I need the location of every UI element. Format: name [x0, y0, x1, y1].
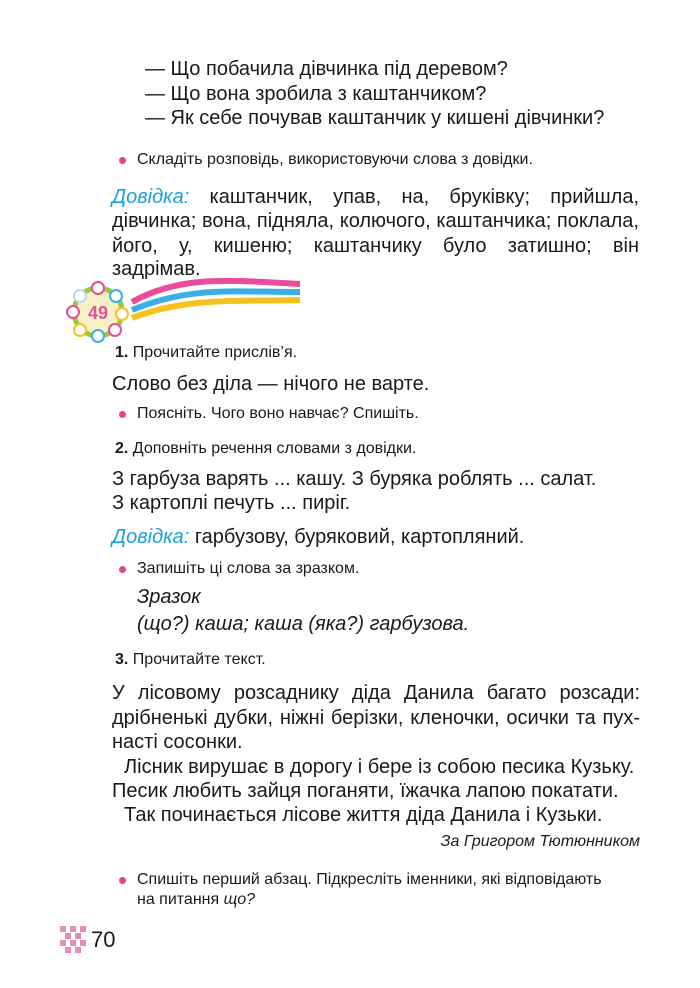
ex3-author: За Григором Тютюнником: [440, 833, 640, 850]
ex3-p1-line-3: насті сосонки.: [112, 731, 243, 753]
ex2-line-1: З гарбуза варять ... кашу. З буряка роблять ... салат.: [112, 468, 597, 490]
ex2-header: [115, 440, 416, 458]
question-2: — Що вона зробила з каштанчиком?: [145, 83, 487, 105]
ex1-title: Прочитайте прислів’я.: [132, 344, 298, 361]
ex3-p1-line-2: дрібненькі дубки, ніжні берізки, кленочки, осички та пух-: [112, 707, 640, 729]
ex2-task: Запишіть ці слова за зразком.: [137, 560, 360, 577]
bullet-icon: [119, 411, 126, 418]
ex1-header: [115, 344, 297, 362]
ex3-task-line-1: Спишіть перший абзац. Підкресліть іменники, які відповідають: [137, 871, 602, 888]
ex2-line-2: З картоплі печуть ... пиріг.: [112, 492, 351, 514]
ex1-task: Поясніть. Чого воно навчає? Спишіть.: [137, 405, 419, 422]
ex3-header: [115, 651, 266, 669]
question-1: — Що побачила дівчинка під деревом?: [145, 58, 508, 80]
ex2-reference-words: гарбузову, буряковий, картопляний.: [194, 526, 525, 548]
reference-line-2: дівчинка; вона, підняла, колючого, каштанчика; поклала,: [112, 210, 639, 232]
lesson-number: 49: [87, 303, 109, 323]
ex3-task-line-2-text: на питання: [137, 891, 224, 908]
ex2-reference: [112, 526, 524, 549]
ex3-task-question: що?: [223, 891, 256, 908]
ex2-sample: (що?) каша; каша (яка?) гарбузова.: [137, 613, 470, 635]
ex3-title: Прочитайте текст.: [132, 651, 266, 668]
ex3-p2-line-2: Песик любить зайця поганяти, їжачка лапою покатати.: [112, 780, 619, 802]
bullet-icon: [119, 566, 126, 573]
ex1-proverb: Слово без діла — нічого не варте.: [112, 373, 430, 395]
ex2-number: 2.: [115, 440, 129, 457]
ex2-title: Доповніть речення словами з довідки.: [132, 440, 417, 457]
ex3-p1-line-1: У лісовому розсаднику діда Данила багато розсади:: [112, 682, 640, 704]
ex3-p3: Так починається лісове життя діда Данила і Кузьки.: [124, 804, 603, 826]
bullet-icon: [119, 157, 126, 164]
reference-line-1: [112, 186, 639, 209]
lesson-badge: [60, 270, 310, 350]
reference-words-1: каштанчик, упав, на, бруківку; прийшла,: [209, 186, 640, 208]
ex2-sample-label: Зразок: [137, 586, 201, 608]
task-story: Складіть розповідь, використовуючи слова з довідки.: [137, 151, 533, 168]
ex3-p2-line-1: Лісник вирушає в дорогу і бере із собою песика Кузьку.: [124, 756, 635, 778]
ex3-number: 3.: [115, 651, 129, 668]
ex2-reference-label: Довідка:: [112, 526, 190, 548]
reference-line-3: його, у, кишеню; каштанчику було затишно; він задрімав.: [112, 235, 639, 280]
page-number: 70: [91, 927, 116, 952]
ex3-task-line-2: [137, 891, 255, 909]
ex1-number: 1.: [115, 344, 129, 361]
ornament-icon: [58, 924, 88, 956]
question-3: — Як себе почував каштанчик у кишені дівчинки?: [145, 107, 605, 129]
reference-label: Довідка:: [112, 186, 190, 208]
bullet-icon: [119, 877, 126, 884]
